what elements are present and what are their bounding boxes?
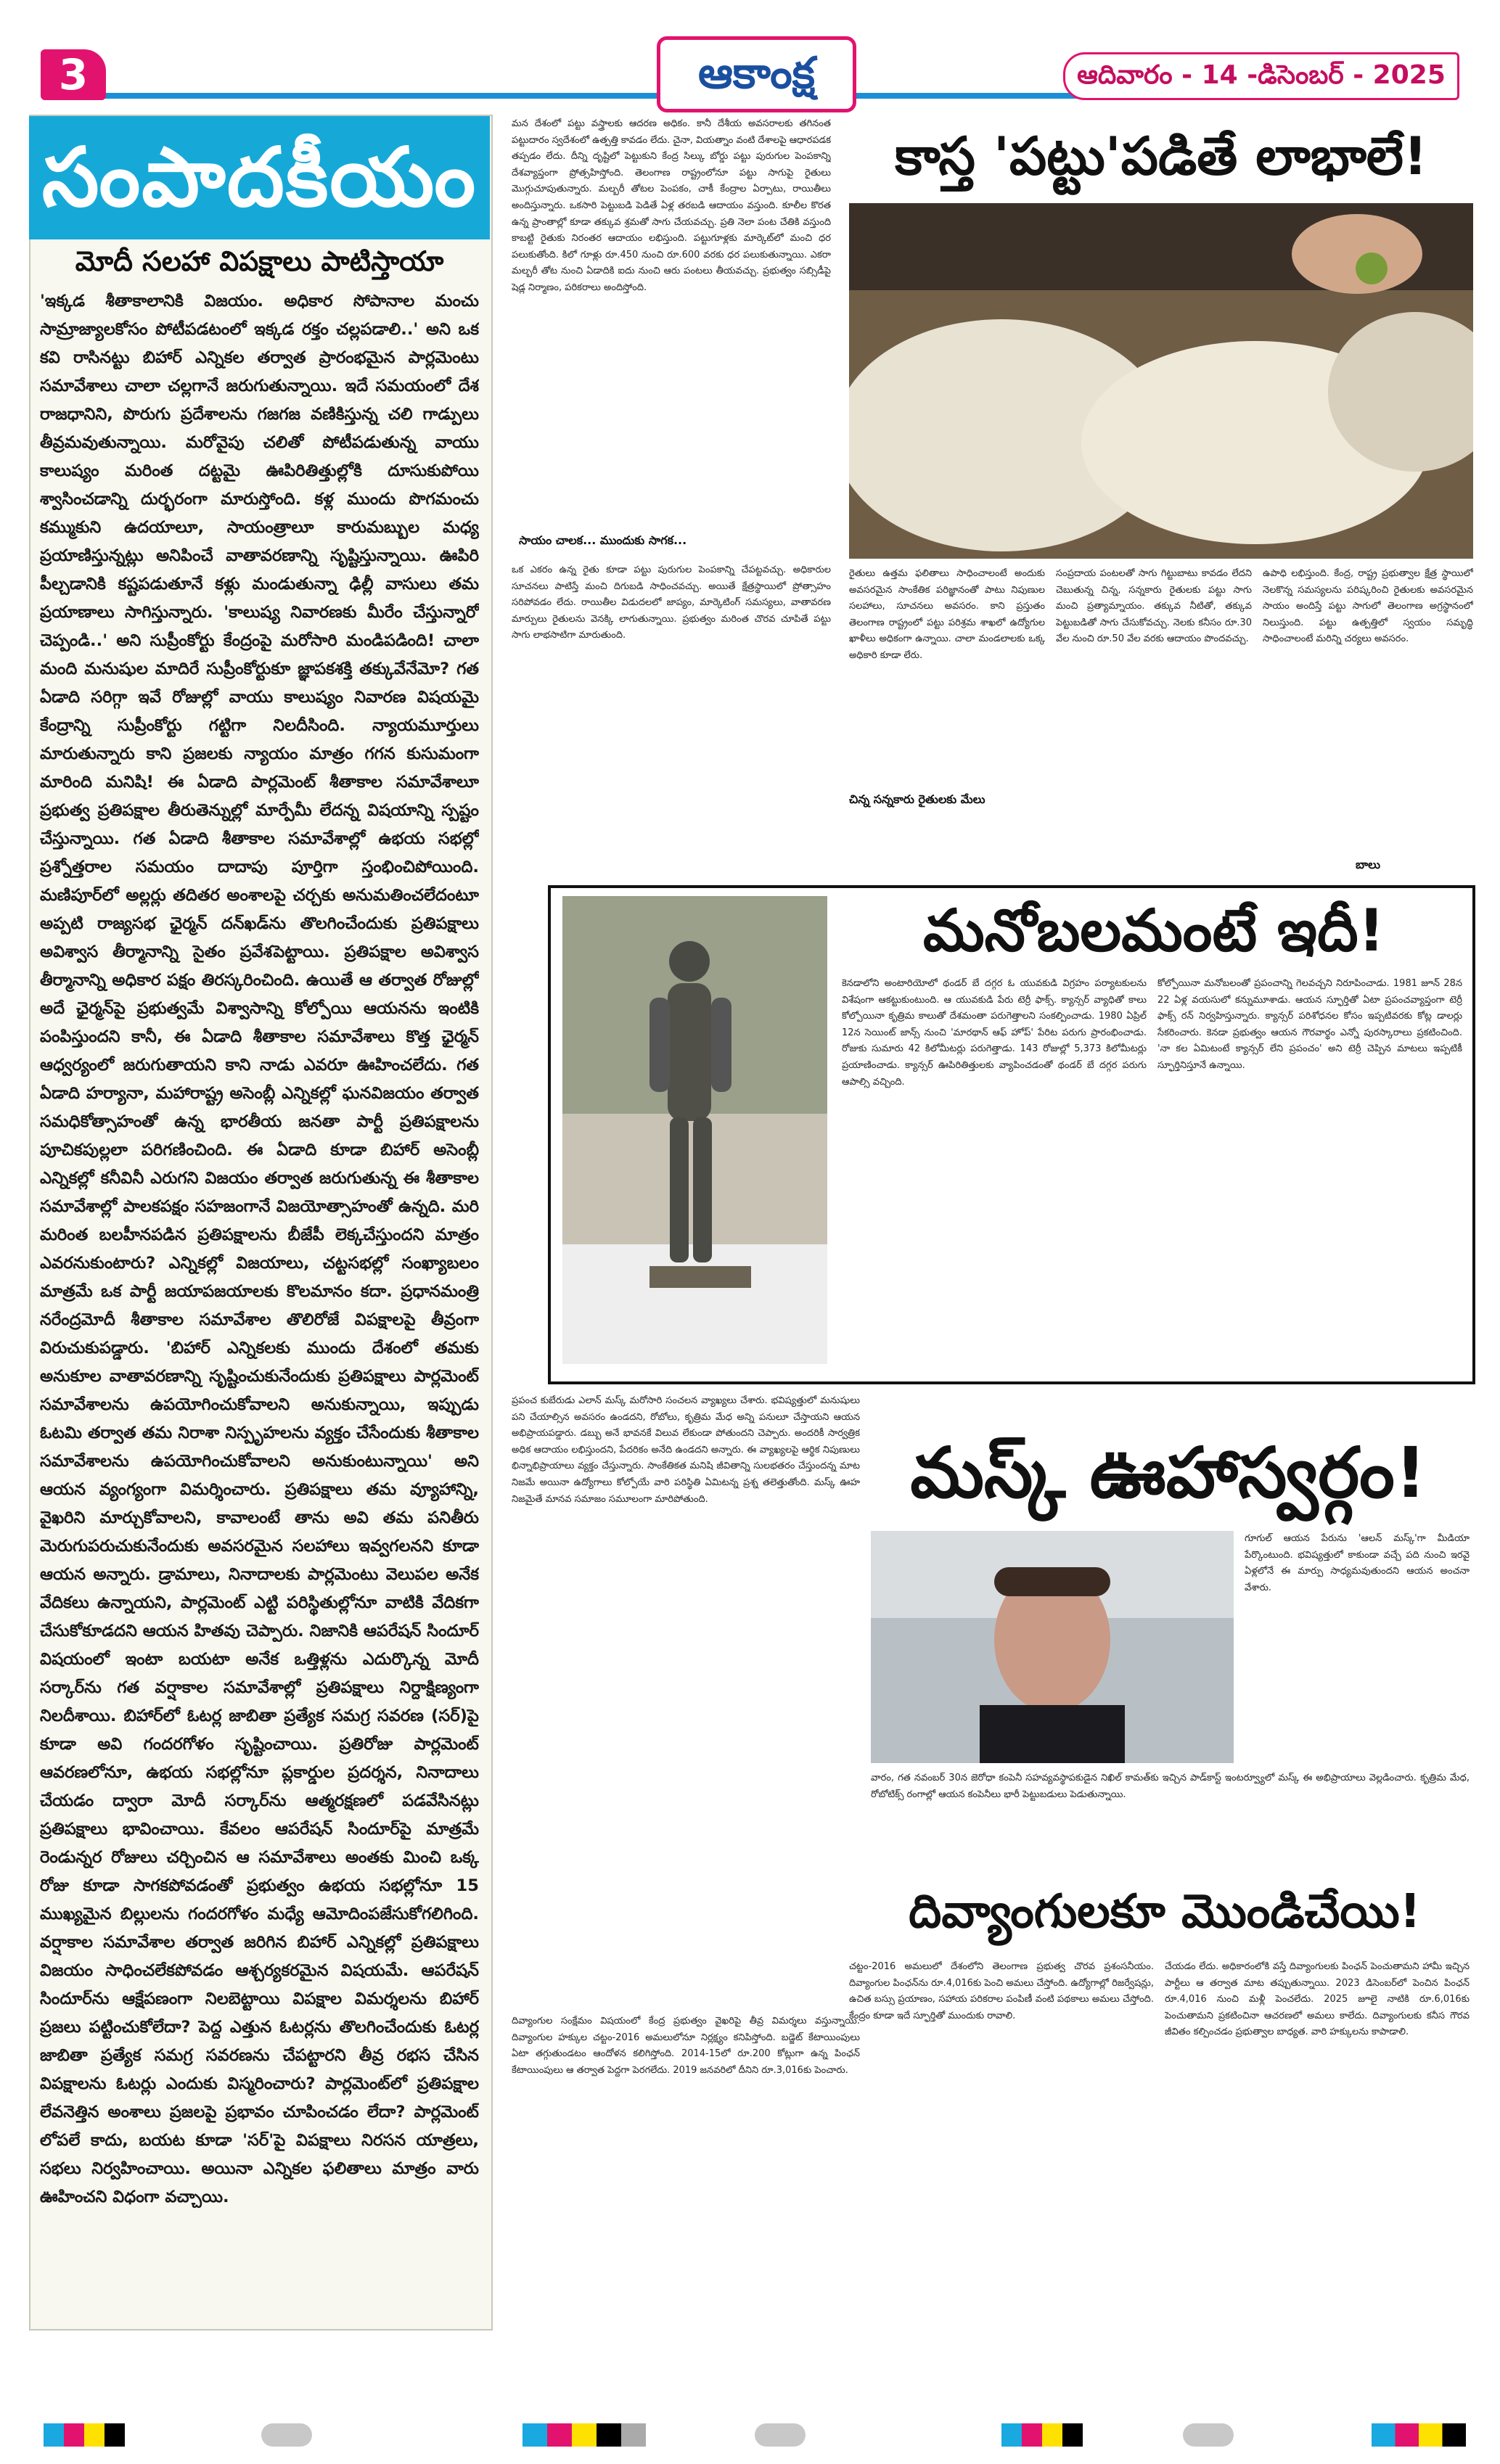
editorial-body: 'ఇక్కడ శీతాకాలానికి విజయం. అధికార సోపానాల మంచు సామ్రాజ్యాలకోసం పోటీపడటంలో ఇక్కడ రక్తం చల్లపడాలి..' అని ఒక కవి రాసినట్టు బిహార్ ఎన్నికల తర్వాత ప్రారంభమైన పార్లమెంటు సమావేశాలు చాలా చల్లగానే జరుగుతున్నాయి. ఇదే సమయంలో దేశ రాజధానిని, పొరుగు ప్రదేశాలను గజగజ వణికిస్తున్న చలి గాడ్పులు తీవ్రమవుతున్నాయి. మరోవైపు చలితో పోటీపడుతున్న వాయు కాలుష్యం మరింత దట్టమై ఊపిరితిత్తుల్లోకి దూసుకుపోయి శ్వాసించడాన్ని దుర్భరంగా మారుస్తోంది. కళ్ల ముందు పొగమంచు కమ్ముకుని ఉదయాలూ, సాయంత్రాలూ కారుమబ్బుల మధ్య ప్రయాణిస్తున్నట్లు అనిపించే వాతావరణాన్ని సృష్టిస్తున్నాయి. ఊపిరి పీల్చడానికి కష్టపడుతూనే కళ్లు మండుతున్నా ఢిల్లీ వాసులు తమ ప్రయాణాలు సాగిస్తున్నారు. 'కాలుష్య నివారణకు మీరేం చేస్తున్నారో చెప్పండి..' అని సుప్రీంకోర్టు కేంద్రంపై మరోసారి మండిపడింది! చాలా మంది మనుషుల మాదిరే సుప్రీంకోర్టుకూ జ్ఞాపకశక్తి తక్కువేనేమో? గత ఏడాది సరిగ్గా ఇవే రోజుల్లో వాయు కాలుష్యం నివారణ విషయమై కేంద్రాన్ని సుప్రీంకోర్టు గట్టిగా నిలదీసింది. న్యాయమూర్తులు మారుతున్నారు కాని ప్రజలకు న్యాయం మాత్రం గగన కుసుమంగా మారింది మనిషి! ఈ ఏడాది పార్లమెంట్ శీతాకాల సమావేశాలూ ప్రభుత్వ ప్రతిపక్షాల తీరుతెన్నుల్లో మార్పేమీ లేదన్న విషయాన్ని స్పష్టం చేస్తున్నాయి. గత ఏడాది శీతాకాల సమావేశాల్లో ఉభయ సభల్లో ప్రశ్నోత్తరాల సమయం దాదాపు పూర్తిగా స్తంభించిపోయింది. మణిపూర్‌లో అల్లర్లు తదితర అంశాలపై చర్చకు అనుమతించలేదంటూ అప్పటి రాజ్యసభ ఛైర్మన్ దన్‌ఖడ్‌ను తొలగించేందుకు ప్రతిపక్షాలు అవిశ్వాస తీర్మానాన్ని సైతం ప్రవేశపెట్టాయి. ప్రతిపక్షాల అవిశ్వాస తీర్మానాన్ని అధికార పక్షం తిరస్కరించింది. ఉయితే ఆ తర్వాత రోజుల్లో అదే ఛైర్మన్‌పై ప్రభుత్వమే విశ్వాసాన్ని కోల్పోయి ఆయనను ఇంటికి పంపిస్తుందని కానీ, ఈ ఏడాది శీతాకాల సమావేశాలు కొత్త ఛైర్మన్ ఆధ్వర్యంలో జరుగుతాయని కాని నాడు ఎవరూ ఊహించలేదు. గత ఏడాది హర్యానా, మహారాష్ట్ర అసెంబ్లీ ఎన్నికల్లో ఘనవిజయం తర్వాత సమధికోత్సాహంతో ఉన్న భారతీయ జనతా పార్టీ ప్రతిపక్షాలను పూచికపుల్లలా పరిగణించింది. ఈ ఏడాది కూడా బిహార్ అసెంబ్లీ ఎన్నికల్లో కనీవినీ ఎరుగని విజయం తర్వాత జరుగుతున్న ఈ శీతాకాల సమావేశాల్లో పాలకపక్షం సహజంగానే విజయోత్సాహంతో ఉన్నది. మరి మరింత బలహీనపడిన ప్రతిపక్షాలను బీజేపీ లెక్కచేస్తుందని మాత్రం ఎవరనుకుంటారు? ఎన్నికల్లో విజయాలు, చట్టసభల్లో సంఖ్యాబలం మాత్రమే ఒక పార్టీ జయాపజయాలకు కొలమానం కదా. ప్రధానమంత్రి నరేంద్రమోదీ శీతాకాల సమావేశాల తొలిరోజే విపక్షాలపై తీవ్రంగా విరుచుకుపడ్డారు. 'బిహార్ ఎన్నికలకు ముందు దేశంలో తమకు అనుకూల వాతావరణాన్ని సృష్టించుకునేందుకు ప్రతిపక్షాలు పార్లమెంట్ సమావేశాలను ఉపయోగించుకోవాలని అనుకున్నాయి, ఇప్పుడు ఓటమి తర్వాత తమ నిరాశా నిస్పృహలను వ్యక్తం చేసేందుకు శీతాకాల సమావేశాలను ఉపయోగించుకోవాలని అనుకుంటున్నాయి' అని ఆయన వ్యంగ్యంగా విమర్శించారు. ప్రతిపక్షాలు తమ వ్యూహాన్ని, వైఖరిని మార్చుకోవాలని, కావాలంటే తాను అవి తమ పనితీరు మెరుగుపరుచుకునేందుకు అవసరమైన సలహాలు ఇవ్వగలనని కూడా ఆయన అన్నారు. డ్రామాలు, నినాదాలకు పార్లమెంటు వెలుపల అనేక వేదికలు ఉన్నాయని, పార్లమెంట్ ఎట్టి పరిస్థితుల్లోనూ వాటికి వేదికగా చేసుకోకూడదని ఆయన హితవు చెప్పారు. నిజానికి ఆపరేషన్ సిందూర్ విషయంలో ఇంటా బయటా అనేక ఒత్తిళ్లను ఎదుర్కొన్న మోదీ సర్కార్‌ను గత వర్షాకాల సమావేశాల్లో ప్రతిపక్షాలు నిర్దాక్షిణ్యంగా నిలదీశాయి. బిహార్‌లో ఓటర్ల జాబితా ప్రత్యేక సమగ్ర సవరణ (సర్)పై కూడా అవి గందరగోళం సృష్టించాయి. ప్రతిరోజు పార్లమెంట్ ఆవరణలోనూ, ఉభయ సభల్లోనూ ప్లకార్డుల ప్రదర్శన, నినాదాలు చేయడం ద్వారా మోదీ సర్కార్‌ను ఆత్మరక్షణలో పడవేసినట్లు ప్రతిపక్షాలు భావించాయి. కేవలం ఆపరేషన్ సిందూర్‌పై మాత్రమే రెండున్నర రోజులు చర్చించిన ఆ సమావేశాలు అంతకు మించి ఒక్క రోజు కూడా సాగకపోవడంతో ప్రభుత్వం ఉభయ సభల్లోనూ 15 ముఖ్యమైన బిల్లులను గందరగోళం మధ్యే ఆమోదింపజేసుకోగలిగింది. వర్షాకాల సమావేశాల తర్వాత జరిగిన బిహార్ ఎన్నికల్లో ప్రతిపక్షాలు విజయం సాధించలేకపోవడం ఆశ్చర్యకరమైన విషయమే. ఆపరేషన్ సిందూర్‌ను ఆక్షేపణంగా నిలబెట్టాయి విపక్షాల విమర్శలను బిహార్ ప్రజలు పట్టించుకోలేదా? పెద్ద ఎత్తున ఓటర్లను తొలగించేందుకు ఓటర్ల జాబితా ప్రత్యేక సమగ్ర సవరణను చేపట్టారని తీవ్ర రభస చేసిన విపక్షాలను ఓటర్లు ఎందుకు విస్మరించారు? పార్లమెంట్‌లో ప్రతిపక్షాల లేవనెత్తిన అంశాలు ప్రజలపై ప్రభావం చూపించడం లేదా? పార్లమెంట్ లోపలే కాదు, బయట కూడా 'సర్'పై విపక్షాలు నిరసన యాత్రలు, సభలు నిర్వహించాయి. అయినా ఎన్నికల ఫలితాలు మాత్రం వారు ఊహించని విధంగా వచ్చాయి. — [40, 292, 479, 2206]
terry-fox-statue-photo — [562, 896, 827, 1364]
color-strip-left — [44, 2423, 145, 2447]
musk-portrait-photo — [871, 1531, 1234, 1763]
masthead-logo: ఆకాంక్ష — [657, 36, 856, 112]
divyang-article-col3: చేయడం లేదు. అధికారంలోకి వస్తే దివ్యాంగులకు పింఛన్ పెంచుతామని హామీ ఇచ్చిన పార్టీలు ఆ తర్వాత మాట తప్పుతున్నాయి. 2023 డిసెంబర్‌లో పెంచిన పింఛన్ రూ.4,016 నుంచి మళ్లీ పెంచలేదు. 2025 జూలై నాటికి రూ.6,016కు పెంచుతామని ప్రకటించినా ఆచరణలో అమలు కాలేదు. దివ్యాంగులకు కనీస గౌరవ జీవితం కల్పించడం ప్రభుత్వాల బాధ్యత. వారి హక్కులను కాపాడాలి. — [1165, 1961, 1470, 2038]
page-number: 3 — [41, 49, 106, 100]
color-strip-right — [1001, 2423, 1103, 2447]
morale-headline: మనోబలమంటే ఇదీ! — [922, 897, 1385, 964]
divyang-headline: దివ్యాంగులకూ మొండిచేయి! — [909, 1885, 1421, 1939]
register-mark — [755, 2423, 806, 2447]
silk-article-col1: మన దేశంలో పట్టు వస్త్రాలకు ఆదరణ అధికం. కానీ దేశీయ అవసరాలకు తగినంత పట్టుదారం స్వదేశంలో ఉత్పత్తి కావడం లేదు. చైనా, వియత్నాం వంటి దేశాలపై ఆధారపడక తప్పడం లేదు. దీన్ని దృష్టిలో పెట్టుకుని కేంద్ర సిల్కు బోర్డు పట్టు పురుగుల పెంపకాన్ని దేశవ్యాప్తంగా ప్రోత్సహిస్తోంది. తెలంగాణ రాష్ట్రంలోనూ పట్టు సాగుపై రైతులు మొగ్గుచూపుతున్నారు. మల్బరీ తోటల పెంపకం, చాకీ కేంద్రాల ఏర్పాటు, రాయితీలు అందిస్తున్నారు. ఒకసారి పెట్టుబడి పెడితే ఏళ్ల తరబడి ఆదాయం వస్తుంది. కూలీల కొరత ఉన్న ప్రాంతాల్లో కూడా తక్కువ శ్రమతో సాగు చేయవచ్చు. ప్రతి నెలా పంట చేతికి వస్తుంది కాబట్టి రైతుకు నిరంతర ఆదాయం లభిస్తుంది. పట్టుగూళ్లకు మార్కెట్‌లో మంచి ధర పలుకుతోంది. కిలో గూళ్లు రూ.450 నుంచి రూ.600 వరకు ధర పలుకుతున్నాయి. ఎకరా మల్బరీ తోట నుంచి ఏడాదికి ఐదు నుంచి ఆరు పంటలు తీయవచ్చు. ప్రభుత్వం సబ్సిడీపై షెడ్ల నిర్మాణం, పరికరాలు అందిస్తోంది. — [512, 118, 831, 293]
silk-headline: కాస్త 'పట్టు'పడితే లాభాలే! — [895, 126, 1427, 186]
color-strip-center — [522, 2423, 646, 2447]
silk-cocoon-photo — [849, 203, 1473, 559]
musk-headline: మస్క్ ఊహాస్వర్గం! — [910, 1432, 1427, 1514]
silk-author: బాలు — [1355, 858, 1381, 871]
musk-article-right: గూగుల్ ఆయన పేరును 'ఆలన్ మస్క్'గా మీడియా పేర్కొంటుంది. భవిష్యత్తులో కాకుండా వచ్చే పది నుంచి ఇరవై ఏళ్లలోనే ఈ మార్పు సాధ్యమవుతుందని ఆయన అంచనా వేశారు. — [1245, 1533, 1470, 1593]
register-mark — [1183, 2423, 1234, 2447]
musk-article-bottom: వారం, గత నవంబర్ 30న జెరోధా కంపెనీ సహవ్యవస్థాపకుడైన నిఖిల్ కామత్‌కు ఇచ్చిన పాడ్‌కాస్ట్ ఇంటర్వ్యూలో మస్క్ ఈ అభిప్రాయాలు వెల్లడించారు. కృత్రిమ మేధ, రోబోటిక్స్ రంగాల్లో ఆయన కంపెనీలు భారీ పెట్టుబడులు పెడుతున్నాయి. — [871, 1773, 1470, 1800]
editorial-subtitle: మోదీ సలహా విపక్షాలు పాటిస్తాయా — [75, 245, 444, 277]
silk-article-col3: రైతులు ఉత్తమ ఫలితాలు సాధించాలంటే అందుకు అవసరమైన సాంకేతిక పరిజ్ఞానంతో పాటు నిపుణుల సలహాలు, సూచనలు అవసరం. కాని ప్రస్తుతం తెలంగాణ రాష్ట్రంలో పట్టు పరిశ్రమ శాఖలో ఉద్యోగుల ఖాళీలు అధికంగా ఉన్నాయి. చాలా మండలాలకు ఒక్క అధికారి కూడా లేరు. — [849, 568, 1045, 661]
silk-article-col4: సంప్రదాయ పంటలతో సాగు గిట్టుబాటు కావడం లేదని చెబుతున్న చిన్న, సన్నకారు రైతులకు పట్టు సాగు మంచి ప్రత్యామ్నాయం. తక్కువ నీటితో, తక్కువ పెట్టుబడితో సాగు చేసుకోవచ్చు. నెలకు కనీసం రూ.30 వేల నుంచి రూ.50 వేల వరకు ఆదాయం పొందవచ్చు. — [1056, 568, 1252, 645]
edition-date: ఆదివారం - 14 -డిసెంబర్ - 2025 — [1063, 52, 1459, 100]
silk-article-col5: ఉపాధి లభిస్తుంది. కేంద్ర, రాష్ట్ర ప్రభుత్వాల క్షేత్ర స్థాయిలో నెలకొన్న సమస్యలను పరిష్కరించి రైతులకు అవసరమైన సాయం అందిస్తే పట్టు సాగులో తెలంగాణ అగ్రస్థానంలో నిలుస్తుంది. పట్టు ఉత్పత్తిలో స్వయం సమృద్ధి సాధించాలంటే మరిన్ని చర్యలు అవసరం. — [1263, 568, 1473, 645]
morale-article-col2: కోల్పోయినా మనోబలంతో ప్రపంచాన్ని గెలవచ్చని నిరూపించాడు. 1981 జూన్ 28న 22 ఏళ్ల వయసులో కన్నుమూశాడు. ఆయన స్ఫూర్తితో ఏటా ప్రపంచవ్యాప్తంగా టెర్రీ ఫాక్స్ రన్ నిర్వహిస్తున్నారు. క్యాన్సర్ పరిశోధనల కోసం ఇప్పటివరకు కోట్ల డాలర్లు సేకరించారు. కెనడా ప్రభుత్వం ఆయన గౌరవార్థం ఎన్నో పురస్కారాలు ప్రకటించింది. 'నా కల ఏమిటంటే క్యాన్సర్ లేని ప్రపంచం' అని టెర్రీ చెప్పిన మాటలు ఇప్పటికీ స్ఫూర్తినిస్తూనే ఉన్నాయి. — [1157, 978, 1462, 1071]
editorial-title: సంపాదకీయం — [29, 116, 490, 239]
divyang-article-col1: దివ్యాంగుల సంక్షేమం విషయంలో కేంద్ర ప్రభుత్వం వైఖరిపై తీవ్ర విమర్శలు వస్తున్నాయి. దివ్యాంగుల హక్కుల చట్టం-2016 అమలులోనూ నిర్లక్ష్యం కనిపిస్తోంది. బడ్జెట్ కేటాయింపులు ఏటా తగ్గుతుండటం ఆందోళన కలిగిస్తోంది. 2014-15లో రూ.200 కోట్లుగా ఉన్న పింఛన్ కేటాయింపులు ఆ తర్వాత పెద్దగా పెరగలేదు. 2019 జనవరిలో దీనిని రూ.3,016కు పెంచారు. — [512, 2016, 860, 2076]
silk-article-col2: ఒక ఎకరం ఉన్న రైతు కూడా పట్టు పురుగుల పెంపకాన్ని చేపట్టవచ్చు. అధికారుల సూచనలు పాటిస్తే మంచి దిగుబడి సాధించవచ్చు. అయితే క్షేత్రస్థాయిలో ప్రోత్సాహం సరిపోవడం లేదు. రాయితీల విడుదలలో జాప్యం, మార్కెటింగ్ సమస్యలు, వాతావరణ మార్పులు రైతులను వెనక్కి లాగుతున్నాయి. ప్రభుత్వం మరింత చొరవ చూపితే పట్టు సాగు లాభసాటిగా మారుతుంది. — [512, 564, 831, 641]
morale-article-col1: కెనడాలోని అంటారియోలో థండర్ బే దగ్గర ఓ యువకుడి విగ్రహం పర్యాటకులను విశేషంగా ఆకట్టుకుంటుంది. ఆ యువకుడి పేరు టెర్రీ ఫాక్స్. క్యాన్సర్ వ్యాధితో కాలు కోల్పోయినా కృత్రిమ కాలుతో దేశమంతా పరుగెత్తాలని సంకల్పించాడు. 1980 ఏప్రిల్ 12న సెయింట్ జాన్స్ నుంచి 'మారథాన్ ఆఫ్ హోప్' పేరిట పరుగు ప్రారంభించాడు. రోజుకు సుమారు 42 కిలోమీటర్లు పరుగెత్తాడు. 143 రోజుల్లో 5,373 కిలోమీటర్లు ప్రయాణించాడు. క్యాన్సర్ ఊపిరితిత్తులకు వ్యాపించడంతో థండర్ బే దగ్గర పరుగు ఆపాల్సి వచ్చింది. — [842, 978, 1147, 1088]
silk-subhead-1: సాయం చాలక... ముందుకు సాగక... — [519, 533, 687, 547]
color-strip-far-right — [1372, 2423, 1466, 2447]
register-mark — [261, 2423, 312, 2447]
silk-subhead-2: చిన్న సన్నకారు రైతులకు మేలు — [849, 792, 1045, 810]
divyang-article-col2: చట్టం-2016 అమలులో దేశంలోని తెలంగాణ ప్రభుత్వ చొరవ ప్రశంసనీయం. దివ్యాంగుల పింఛన్‌ను రూ.4,016కు పెంచి అమలు చేస్తోంది. ఉద్యోగాల్లో రిజర్వేషన్లు, ఉచిత బస్సు ప్రయాణం, సహాయ పరికరాల పంపిణీ వంటి పథకాలు అమలు చేస్తోంది. కేంద్రం కూడా ఇదే స్ఫూర్తితో ముందుకు రావాలి. — [849, 1961, 1154, 2021]
musk-article-left: ప్రపంచ కుబేరుడు ఎలాన్ మస్క్ మరోసారి సంచలన వ్యాఖ్యలు చేశారు. భవిష్యత్తులో మనుషులు పని చేయాల్సిన అవసరం ఉండదని, రోబోలు, కృత్రిమ మేధ అన్ని పనులూ చేస్తాయని ఆయన అభిప్రాయపడ్డారు. డబ్బు అనే భావనకే విలువ లేకుండా పోతుందని చెప్పారు. అందరికీ సార్వత్రిక అధిక ఆదాయం లభిస్తుందని, పేదరికం అనేది ఉండదని అన్నారు. ఈ వ్యాఖ్యలపై ఆర్థిక నిపుణులు భిన్నాభిప్రాయాలు వ్యక్తం చేస్తున్నారు. సాంకేతికత మనిషి జీవితాన్ని సులభతరం చేస్తుందన్న మాట నిజమే అయినా ఉద్యోగాలు కోల్పోయే వారి పరిస్థితి ఏమిటన్న ప్రశ్న తలెత్తుతోంది. మస్క్ ఊహ నిజమైతే మానవ సమాజం సమూలంగా మారిపోతుంది. — [512, 1395, 860, 1505]
